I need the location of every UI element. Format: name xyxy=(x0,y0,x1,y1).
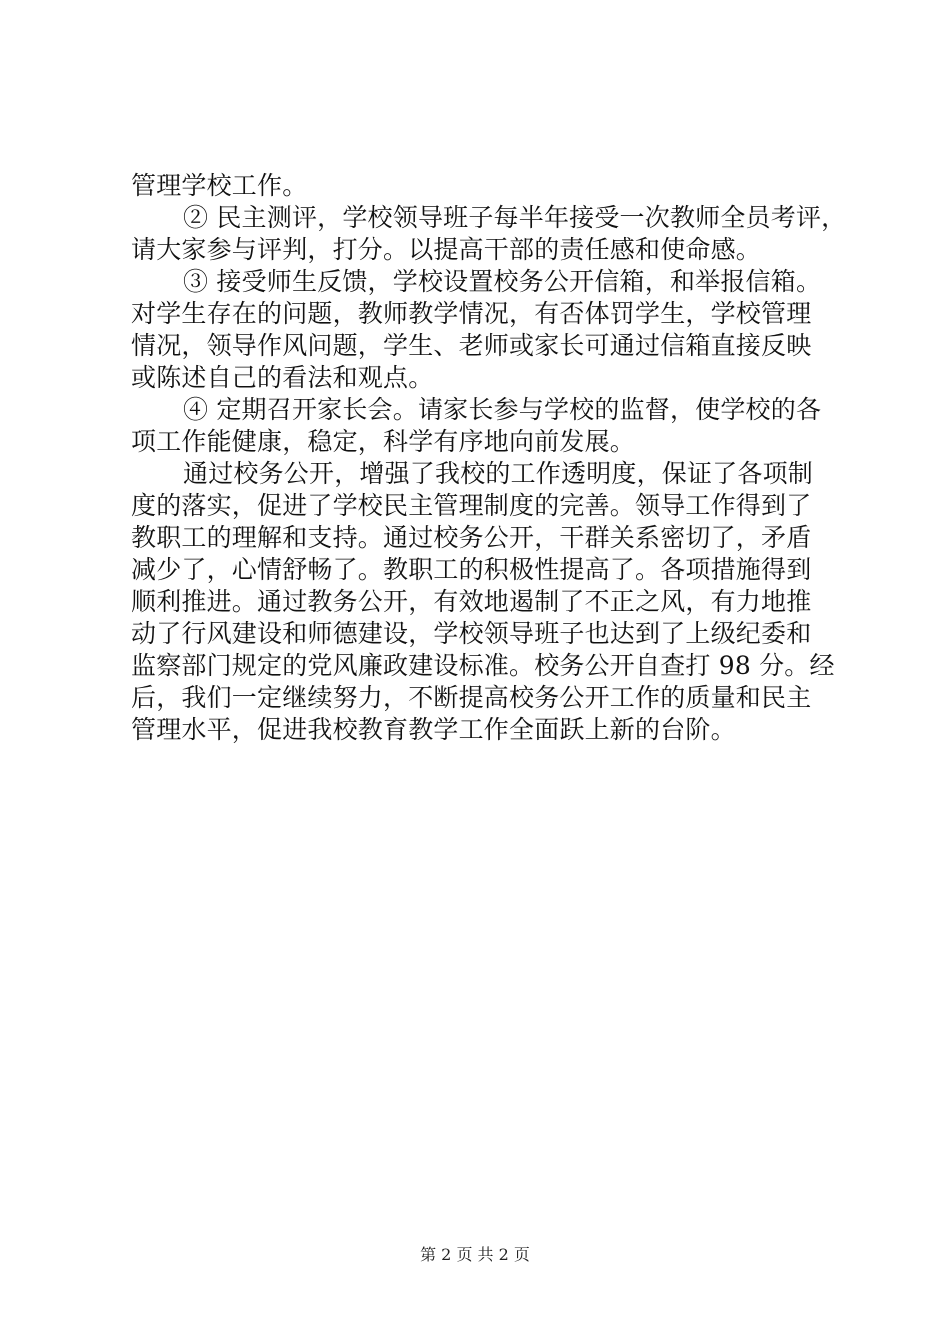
text-line: 请大家参与评判，打分。以提高干部的责任感和使命感。 xyxy=(131,235,762,264)
page-number-footer: 第 2 页 共 2 页 xyxy=(420,1245,530,1264)
text-line: 度的落实，促进了学校民主管理制度的完善。领导工作得到了 xyxy=(131,491,812,520)
document-body xyxy=(131,170,847,746)
text-line: 对学生存在的问题，教师教学情况，有否体罚学生，学校管理 xyxy=(131,299,812,328)
text-line: ② 民主测评，学校领导班子每半年接受一次教师全员考评， xyxy=(183,203,847,232)
text-line: 后，我们一定继续努力，不断提高校务公开工作的质量和民主 xyxy=(131,683,812,712)
text-line: 监察部门规定的党风廉政建设标准。校务公开自查打 98 分。经 xyxy=(131,651,835,680)
text-line: 管理学校工作。 xyxy=(131,171,308,200)
text-line: 管理水平，促进我校教育教学工作全面跃上新的台阶。 xyxy=(131,715,736,744)
text-line: 或陈述自己的看法和观点。 xyxy=(131,363,434,392)
text-line: 减少了，心情舒畅了。教职工的积极性提高了。各项措施得到 xyxy=(131,555,812,584)
text-line: 顺利推进。通过教务公开，有效地遏制了不正之风，有力地推 xyxy=(131,587,812,616)
text-line: 项工作能健康，稳定，科学有序地向前发展。 xyxy=(131,427,636,456)
text-line: 教职工的理解和支持。通过校务公开，干群关系密切了，矛盾 xyxy=(131,523,812,552)
text-line: ④ 定期召开家长会。请家长参与学校的监督，使学校的各 xyxy=(183,395,822,424)
text-line: 通过校务公开，增强了我校的工作透明度，保证了各项制 xyxy=(183,459,814,488)
text-line: 动了行风建设和师德建设，学校领导班子也达到了上级纪委和 xyxy=(131,619,812,648)
text-line: 情况，领导作风问题，学生、老师或家长可通过信箱直接反映 xyxy=(131,331,812,360)
text-line: ③ 接受师生反馈，学校设置校务公开信箱，和举报信箱。 xyxy=(183,267,822,296)
